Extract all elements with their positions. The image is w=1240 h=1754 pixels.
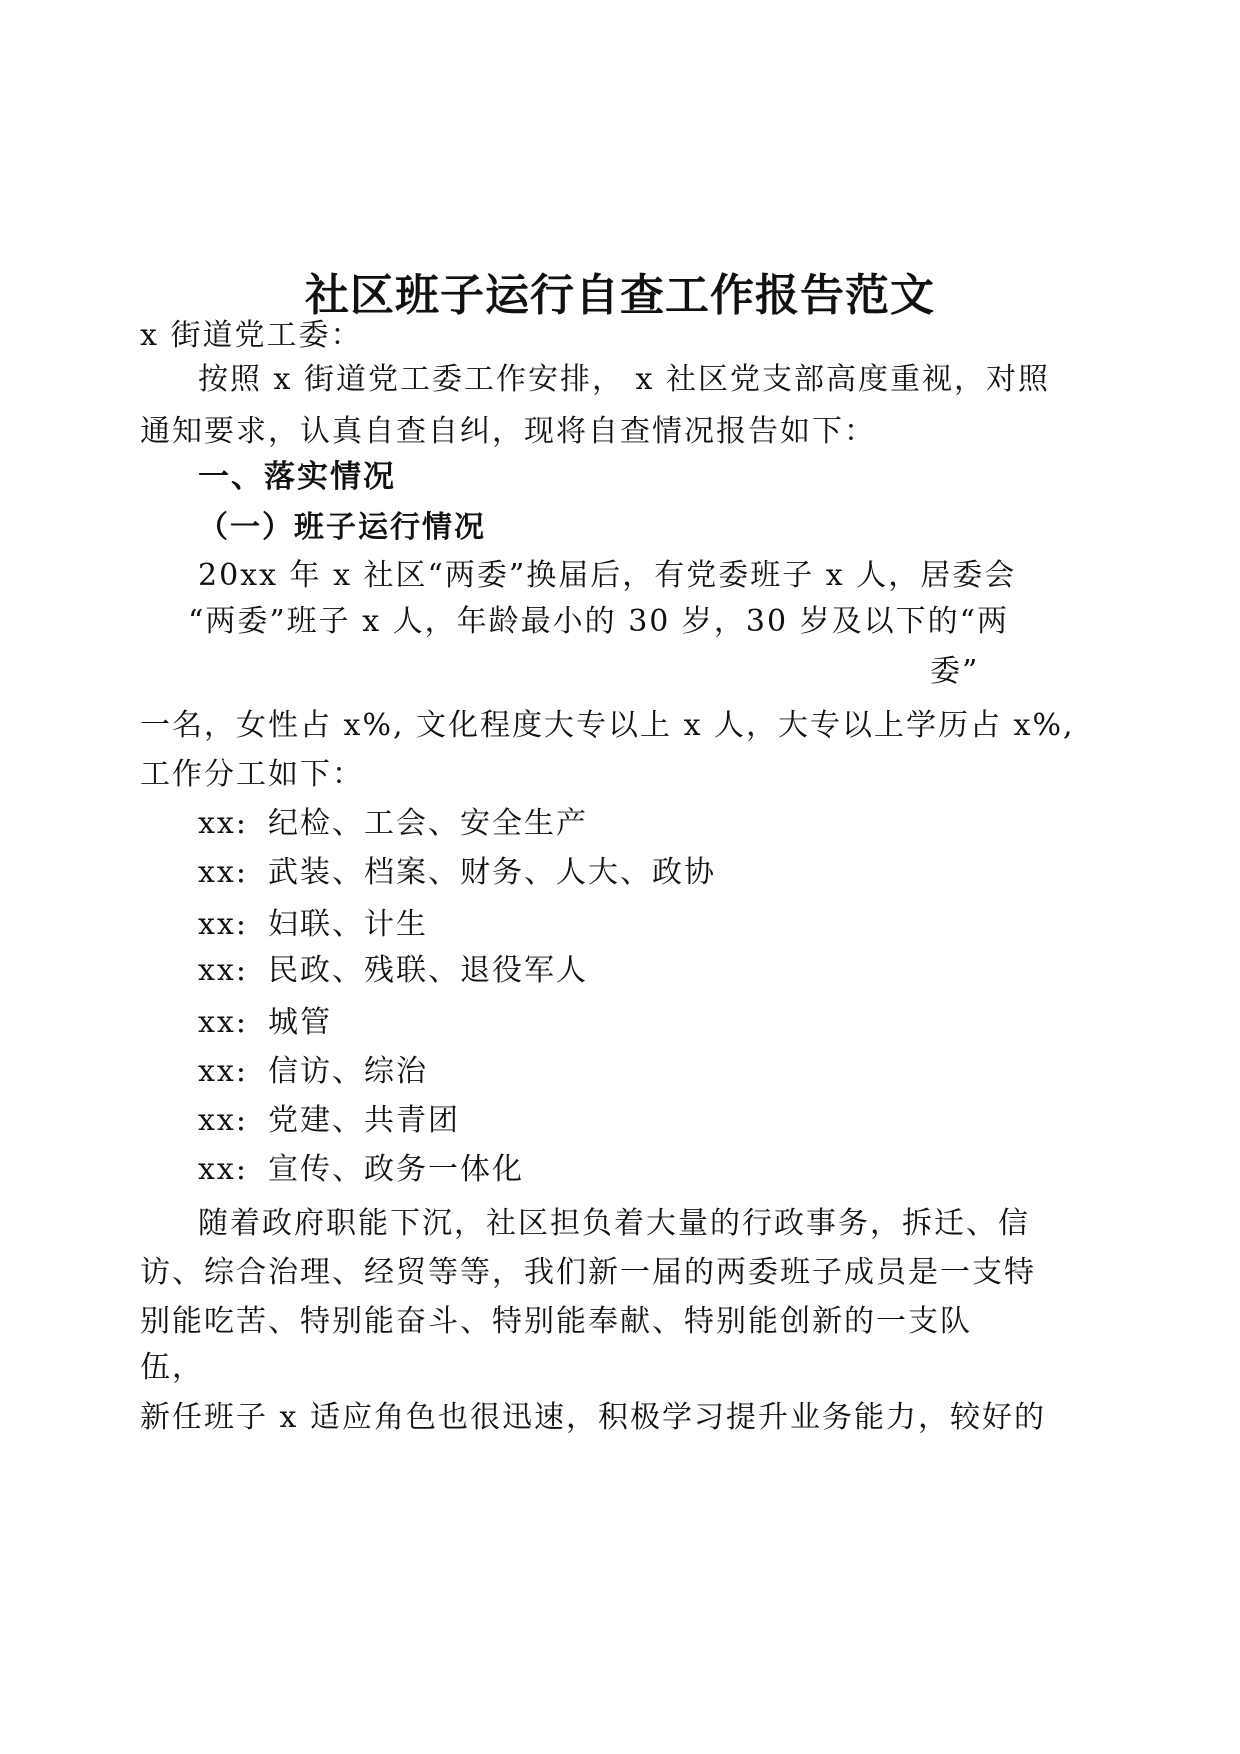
paragraph-1-line-5: 工作分工如下：: [140, 757, 364, 792]
duty-text: 党建、共青团: [268, 1103, 460, 1138]
intro-line-2: 通知要求，认真自查自纠，现将自查情况报告如下：: [140, 414, 876, 449]
paragraph-1-line-1: 20xx 年 x 社区“两委”换届后，有党委班子 x 人，居委会: [198, 558, 1017, 593]
duty-text: 武装、档案、财务、人大、政协: [268, 855, 716, 890]
paragraph-2-line-1: 随着政府职能下沉，社区担负着大量的行政事务，拆迁、信: [198, 1206, 1030, 1241]
duty-person: xx:: [198, 1152, 248, 1187]
duty-text: 民政、残联、退役军人: [268, 953, 588, 988]
document-title: 社区班子运行自查工作报告范文: [305, 270, 935, 321]
paragraph-2-line-5: 新任班子 x 适应角色也很迅速，积极学习提升业务能力，较好的: [140, 1400, 1046, 1435]
duty-person: xx:: [198, 806, 248, 841]
paragraph-1-line-2: “两委”班子 x 人，年龄最小的 30 岁，30 岁及以下的“两: [188, 604, 1009, 639]
paragraph-1-line-3: 委”: [930, 654, 980, 689]
paragraph-2-line-4: 伍，: [140, 1350, 204, 1385]
duty-person: xx:: [198, 855, 248, 890]
duty-item: [198, 1003, 332, 1043]
duty-person: xx:: [198, 953, 248, 988]
duty-person: xx:: [198, 1103, 248, 1138]
duty-person: xx:: [198, 907, 248, 942]
duty-item: [198, 804, 588, 844]
duty-text: 信访、综治: [268, 1054, 428, 1089]
duty-text: 妇联、计生: [268, 907, 428, 942]
duty-item: [198, 853, 716, 893]
paragraph-2-line-3: 别能吃苦、特别能奋斗、特别能奉献、特别能创新的一支队: [140, 1304, 972, 1339]
duty-person: xx:: [198, 1054, 248, 1089]
section-heading: 一、落实情况: [198, 459, 396, 495]
duty-item: [198, 1101, 460, 1141]
salutation: x 街道党工委：: [140, 318, 363, 353]
duty-item: [198, 1150, 524, 1190]
duty-item: [198, 1052, 428, 1092]
duty-text: 城管: [268, 1005, 332, 1040]
paragraph-2-line-2: 访、综合治理、经贸等等，我们新一届的两委班子成员是一支特: [140, 1255, 1036, 1290]
duty-person: xx:: [198, 1005, 248, 1040]
duty-item: [198, 951, 588, 991]
duty-text: 宣传、政务一体化: [268, 1152, 524, 1187]
subsection-heading: （一）班子运行情况: [198, 510, 486, 545]
intro-line-1: 按照 x 街道党工委工作安排， x 社区党支部高度重视，对照: [198, 362, 1050, 397]
duty-text: 纪检、工会、安全生产: [268, 806, 588, 841]
duty-item: [198, 905, 428, 945]
paragraph-1-line-4: 一名，女性占 x%, 文化程度大专以上 x 人，大专以上学历占 x%,: [140, 708, 1075, 743]
